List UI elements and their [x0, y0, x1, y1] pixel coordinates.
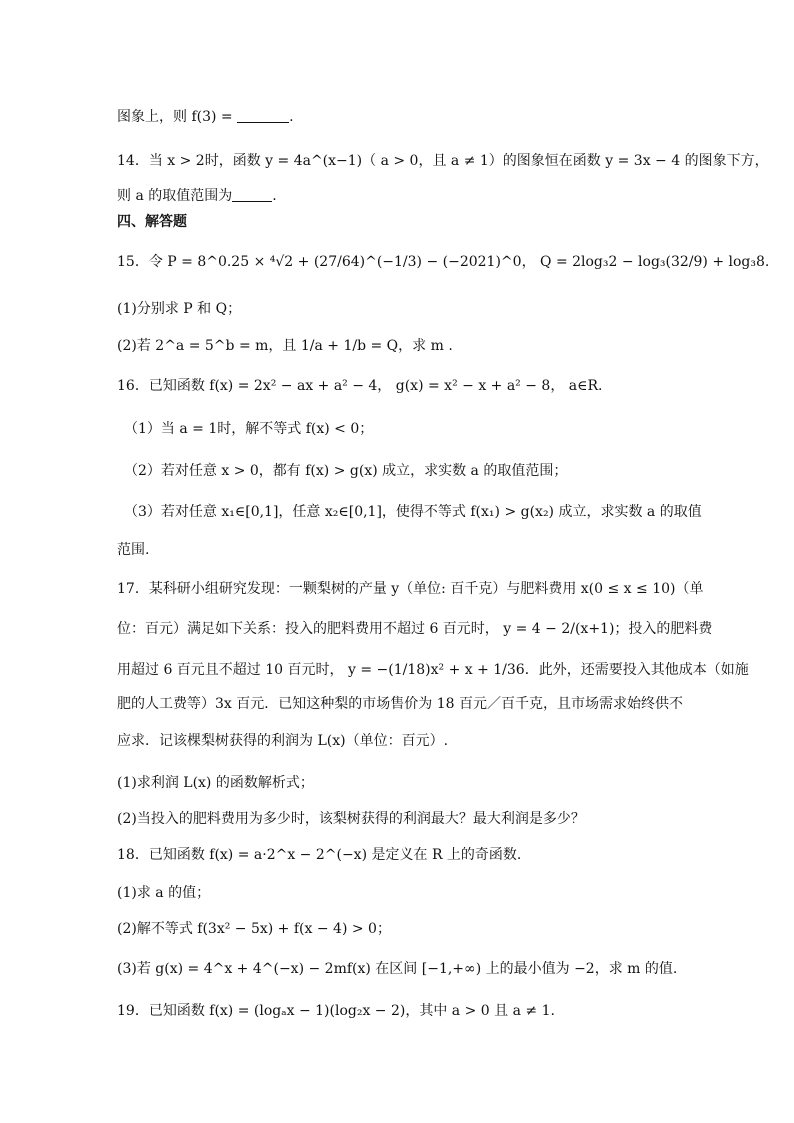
q18: 18．已知函数 f(x) = a·2^x − 2^(−x) 是定义在 R 上的奇函数.: [117, 847, 522, 863]
q17-line4: 肥的人工费等）3x 百元．已知这种梨的市场售价为 18 百元／百千克，且市场需求始终供不: [117, 696, 683, 712]
q17-line3: 用超过 6 百元且不超过 10 百元时， y = −(1/18)x² + x + 1/36．此外，还需要投入其他成本（如施: [117, 662, 749, 678]
q18-part1: (1)求 a 的值；: [117, 885, 211, 901]
q16-part3-cont: 范围.: [117, 542, 150, 558]
q16-part2: （2）若对任意 x > 0，都有 f(x) > g(x) 成立，求实数 a 的取值范围；: [124, 463, 568, 479]
q14-cont-end: .: [272, 188, 277, 204]
section-heading: 四、解答题: [117, 214, 187, 230]
q14: 14．当 x > 2时，函数 y = 4a^(x−1)（ a > 0，且 a ≠ 1）的图象恒在函数 y = 3x − 4 的图象下方，: [117, 153, 769, 169]
q17-line2: 位：百元）满足如下关系：投入的肥料费用不超过 6 百元时， y = 4 − 2/(x+1)；投入的肥料费: [117, 621, 713, 637]
q18-part2: (2)解不等式 f(3x² − 5x) + f(x − 4) > 0；: [117, 921, 391, 937]
q17-part2: (2)当投入的肥料费用为多少时，该梨树获得的利润最大？最大利润是多少？: [117, 811, 585, 827]
q15-part1: (1)分别求 P 和 Q；: [117, 301, 242, 317]
answer-blank: [232, 187, 272, 202]
q13-tail-text: 图象上，则 f(3) =: [117, 109, 238, 125]
q17-part1: (1)求利润 L(x) 的函数解析式；: [117, 775, 314, 791]
q13-tail: [117, 107, 294, 127]
q16-part1: （1）当 a = 1时，解不等式 f(x) < 0；: [124, 421, 374, 437]
answer-blank: [237, 108, 289, 123]
q17-line5: 应求．记该棵梨树获得的利润为 L(x)（单位：百元）.: [117, 733, 449, 749]
q14-cont: [117, 186, 277, 206]
q13-tail-end: .: [289, 109, 294, 125]
q16-part3: （3）若对任意 x₁∈[0,1]，任意 x₂∈[0,1]，使得不等式 f(x₁) > g(x₂) 成立，求实数 a 的取值: [124, 504, 702, 520]
q16: 16．已知函数 f(x) = 2x² − ax + a² − 4， g(x) = x² − x + a² − 8， a∈R.: [117, 378, 603, 394]
q19: 19．已知函数 f(x) = (logₐx − 1)(log₂x − 2)，其中 a > 0 且 a ≠ 1.: [117, 1003, 555, 1019]
q15-part2: (2)若 2^a = 5^b = m，且 1/a + 1/b = Q，求 m .: [117, 338, 453, 354]
q15: 15．令 P = 8^0.25 × ⁴√2 + (27/64)^(−1/3) − (−2021)^0， Q = 2log₃2 − log₃(32/9) + log₃8.: [117, 254, 770, 270]
q17: 17．某科研小组研究发现：一颗梨树的产量 y（单位: 百千克）与肥料费用 x(0 ≤ x ≤ 10)（单: [117, 581, 704, 597]
q14-cont-text: 则 a 的取值范围为: [117, 188, 233, 204]
q18-part3: (3)若 g(x) = 4^x + 4^(−x) − 2mf(x) 在区间 [−1,+∞) 上的最小值为 −2，求 m 的值.: [117, 961, 678, 977]
